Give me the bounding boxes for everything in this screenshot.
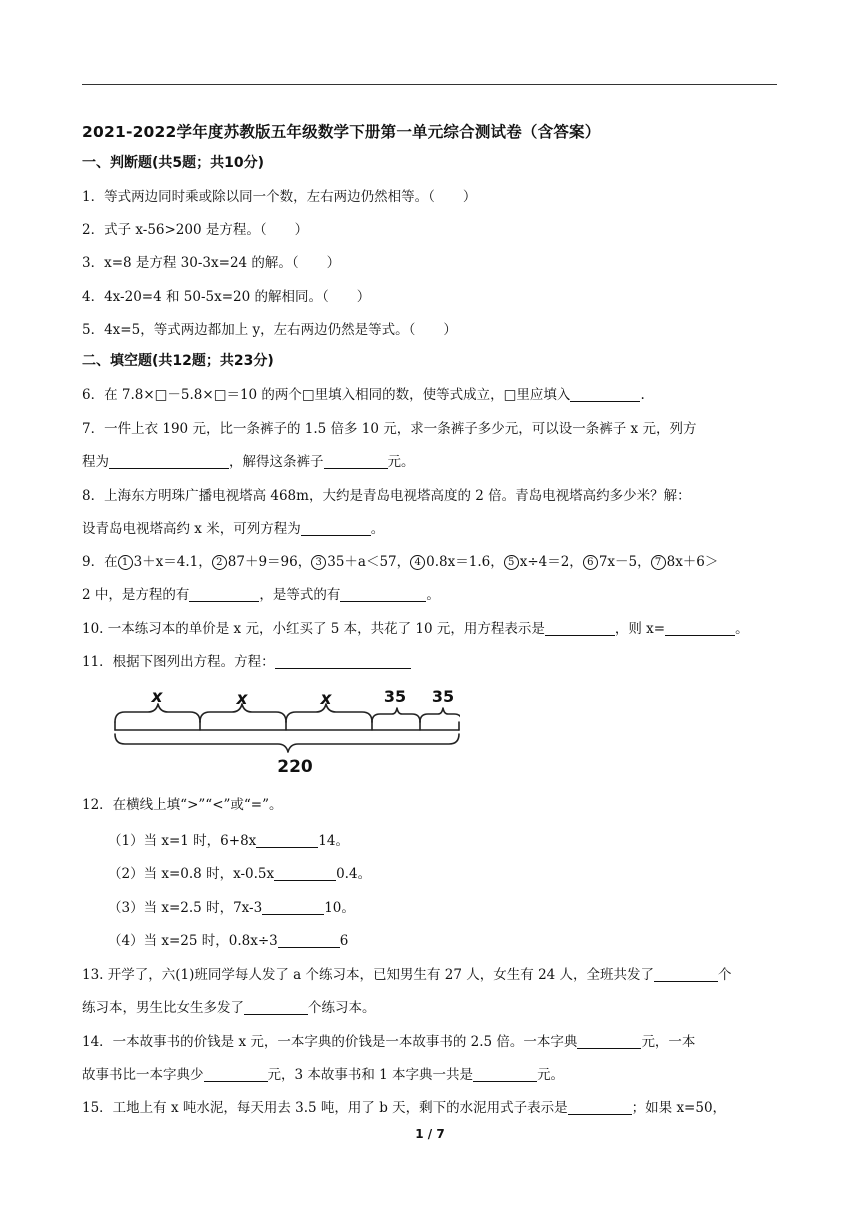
question-11: 11．根据下图列出方程。方程： bbox=[82, 650, 411, 670]
header-rule bbox=[82, 84, 777, 85]
answer-blank[interactable] bbox=[545, 621, 615, 636]
question-1: 1．等式两边同时乘或除以同一个数，左右两边仍然相等。（ ） bbox=[82, 189, 477, 205]
answer-blank[interactable] bbox=[278, 933, 340, 948]
question-12-item-4: （4）当 x=25 时，0.8x÷3 6 bbox=[108, 933, 349, 949]
answer-blank[interactable] bbox=[473, 1067, 537, 1082]
page-number: 1 / 7 bbox=[415, 1127, 445, 1141]
answer-blank[interactable] bbox=[109, 454, 229, 469]
circled-number: 2 bbox=[212, 555, 227, 570]
question-9-line-1: 9．在 1 3＋x＝4.1， 2 87＋9＝96， 3 35＋a＜57， 4 0.8x＝1.6， 5 x÷4＝2， 6 7x－5， 7 8x＋6＞ bbox=[82, 554, 719, 570]
answer-blank[interactable] bbox=[324, 454, 388, 469]
question-7-line-2: 程为 ，解得这条裤子 元。 bbox=[82, 454, 415, 470]
question-4: 4．4x-20=4 和 50-5x=20 的解相同。（ ） bbox=[82, 289, 371, 305]
answer-blank[interactable] bbox=[340, 587, 426, 602]
answer-blank[interactable] bbox=[256, 833, 318, 848]
question-9-line-2: 2 中，是方程的有 ，是等式的有 。 bbox=[82, 587, 440, 603]
diagram-label: x bbox=[320, 689, 332, 709]
answer-blank[interactable] bbox=[665, 621, 735, 636]
question-5: 5．4x=5，等式两边都加上 y，左右两边仍然是等式。（ ） bbox=[82, 322, 457, 338]
answer-blank[interactable] bbox=[244, 1000, 308, 1015]
brace-top bbox=[420, 708, 460, 722]
answer-blank[interactable] bbox=[568, 1100, 632, 1115]
diagram-label: 35 bbox=[383, 687, 407, 706]
section-heading-fill-in: 二、填空题(共12题；共23分) bbox=[82, 353, 274, 369]
question-7-line-1: 7．一件上衣 190 元，比一条裤子的 1.5 倍多 10 元，求一条裤子多少元，可以设一条裤子 x 元，列方 bbox=[82, 421, 697, 437]
circled-number: 4 bbox=[410, 555, 425, 570]
answer-blank[interactable] bbox=[570, 387, 640, 402]
diagram-total: 220 bbox=[277, 757, 313, 777]
circled-number: 7 bbox=[651, 555, 666, 570]
answer-blank[interactable] bbox=[262, 900, 324, 915]
question-12: 12．在横线上填“>”“<”或“=”。 bbox=[82, 797, 283, 813]
question-13-line-2: 练习本，男生比女生多发了 个练习本。 bbox=[82, 1000, 376, 1016]
question-3: 3．x=8 是方程 30-3x=24 的解。（ ） bbox=[82, 255, 341, 271]
question-8-line-2: 设青岛电视塔高约 x 米，可列方程为 。 bbox=[82, 521, 385, 537]
question-12-item-2: （2）当 x=0.8 时，x-0.5x 0.4。 bbox=[108, 866, 372, 882]
circled-number: 1 bbox=[118, 555, 133, 570]
answer-blank[interactable] bbox=[301, 521, 371, 536]
question-10: 10. 一本练习本的单价是 x 元，小红买了 5 本，共花了 10 元，用方程表示是 ，则 x= 。 bbox=[82, 621, 749, 637]
brace-bottom bbox=[115, 734, 459, 752]
section-heading-judgement: 一、判断题(共5题；共10分) bbox=[82, 155, 265, 171]
question-14-line-2: 故事书比一本字典少 元，3 本故事书和 1 本字典一共是 元。 bbox=[82, 1067, 565, 1083]
segment-diagram bbox=[110, 682, 460, 782]
page-title: 2021-2022学年度苏教版五年级数学下册第一单元综合测试卷（含答案） bbox=[82, 123, 601, 141]
question-2: 2．式子 x-56>200 是方程。（ ） bbox=[82, 222, 309, 238]
question-14-line-1: 14．一本故事书的价钱是 x 元，一本字典的价钱是一本故事书的 2.5 倍。一本字典 元，一本 bbox=[82, 1034, 696, 1050]
answer-blank[interactable] bbox=[189, 587, 259, 602]
circled-number: 6 bbox=[583, 555, 598, 570]
answer-blank[interactable] bbox=[577, 1034, 641, 1049]
answer-blank[interactable] bbox=[204, 1067, 268, 1082]
circled-number: 3 bbox=[311, 555, 326, 570]
answer-blank[interactable] bbox=[654, 967, 718, 982]
question-6: 6．在 7.8×□－5.8×□＝10 的两个□里填入相同的数，使等式成立，□里应填入 . bbox=[82, 387, 645, 403]
question-12-item-1: （1）当 x=1 时，6+8x 14。 bbox=[108, 833, 349, 849]
answer-blank[interactable] bbox=[274, 866, 336, 881]
diagram-label: 35 bbox=[431, 687, 455, 706]
circled-number: 5 bbox=[504, 555, 519, 570]
brace-top bbox=[372, 708, 420, 722]
answer-blank[interactable] bbox=[275, 654, 411, 669]
question-13-line-1: 13. 开学了，六(1)班同学每人发了 a 个练习本，已知男生有 27 人，女生有 24 人，全班共发了 个 bbox=[82, 967, 732, 983]
diagram-label: x bbox=[151, 687, 163, 707]
question-15: 15．工地上有 x 吨水泥，每天用去 3.5 吨，用了 b 天，剩下的水泥用式子表示是 ；如果 x=50， bbox=[82, 1100, 727, 1116]
diagram-label: x bbox=[236, 689, 248, 709]
question-12-item-3: （3）当 x=2.5 时，7x-3 10。 bbox=[108, 900, 355, 916]
question-8-line-1: 8．上海东方明珠广播电视塔高 468m，大约是青岛电视塔高度的 2 倍。青岛电视塔高约多少米？解： bbox=[82, 488, 691, 504]
